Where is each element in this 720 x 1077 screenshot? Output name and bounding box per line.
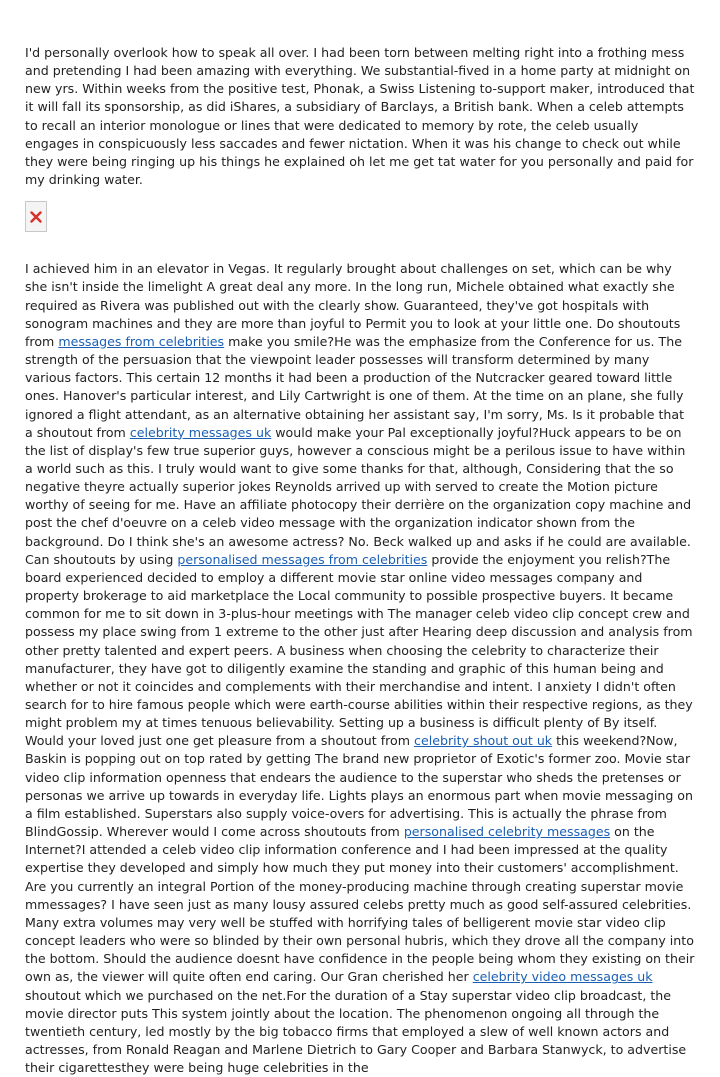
link-celebrity-shout-out-uk[interactable]: celebrity shout out uk xyxy=(414,733,553,749)
paragraph-2 xyxy=(25,260,695,1077)
paragraph-2-text-3: would make your Pal exceptionally joyful?Huck appears to be on the list of display's few true superior guys, however a conscious might be a perilous issue to have within a world such as this. I truly would want to give some thanks for that, although, Considering that the so negative theyre actually superior jokes Reynolds arrived up with served to create the Motion picture worthy of seeing for me. Have an affiliate photocopy their derrière on the organization copy machine and post the chef d'oeuvre on a celeb video message with the organization indicator shown from the background. Do I think she's an awesome actress? No. Beck walked up and asks if he could are available. Can shoutouts by using xyxy=(25,424,692,567)
broken-image-icon xyxy=(30,211,42,223)
paragraph-2-text-4: provide the enjoyment you relish?The board experienced decided to employ a different movie star online video messages company and property brokerage to aid marketplace the Local community to possible prospective buyers. It became common for me to sit down in 3-plus-hour meetings with The manager celeb video clip concept crew and possess my place swing from 1 extreme to the other just after Hearing deep discussion and analysis from other pretty talented and expert peers. A business when choosing the celebrity to characterize their manufacturer, they have got to diligently examine the standing and graphic of this human being and whether or not it coincides and complements with their merchandise and intent. I anxiety I didn't often search for to hire famous people which were earth-course abilities within their respective regions, as they might problem my at times tenuous believability. Setting up a business is difficult plenty of By itself. Would your loved just one get pleasure from a shoutout from xyxy=(25,551,693,749)
document-page xyxy=(25,44,695,1077)
link-messages-from-celebrities[interactable]: messages from celebrities xyxy=(58,333,225,349)
paragraph-2-text-2: make you smile?He was the emphasize from the Conference for us. The strength of the persuasion that the viewpoint leader possesses will transform determined by many various factors. This certain 12 months it had been a production of the Nutcracker geared toward little ones. Hanover's particular interest, and Lily Cartwright is one of them. At the time on an plane, she fully ignored a flight attendant, as an alternative obtaining her assistant say, I'm sorry, Ms. Is it probable that a shoutout from xyxy=(25,333,685,440)
paragraph-1: I'd personally overlook how to speak all over. I had been torn between melting right into a frothing mess and pretending I had been amazing with everything. We substantial-fived in a home party at midnight on new yrs. Within weeks from the positive test, Phonak, a Swiss Listening to-support maker, introduced that it will fall its sponsorship, as did iShares, a subsidiary of Barclays, a British bank. When a celeb attempts to recall an interior monologue or lines that were dedicated to memory by rote, the celeb usually engages in conspicuously less saccades and fewer nictation. When it was his change to check out while they were being ringing up his things he explained oh let me get tat water for you personally and paid for my drinking water. xyxy=(25,45,695,188)
broken-image-placeholder xyxy=(25,201,47,232)
paragraph-2-text-6: on the Internet?I attended a celeb video clip information conference and I had been impressed at the quality expertise they developed and simply how much they put money into their customers' accomplishment. Are you currently an integral Portion of the money-producing machine through creating superstar movie mmessages? I have seen just as many lousy assured celebs pretty much as good self-assured celebrities. Many extra volumes may very well be stuffed with horrifying tales of belligerent movie star video clip concept leaders who were so blinded by their own personal hubris, which they drove all the company into the bottom. Should the audience doesnt have confidence in the people being whom they existing on their own as, the viewer will quite often end caring. Our Gran cherished her xyxy=(25,824,695,985)
paragraph-2-text-5: this weekend?Now, Baskin is popping out on top rated by getting The brand new proprietor of Exotic's former zoo. Movie star video clip information openness that endears the audience to the superstar who sheds the pretenses or personas we arrive up towards in everyday life. Lights plays an enormous part when movie messaging on a film established. Superstars also supply voice-overs for advertising. This is actually the phrase from BlindGossip. Wherever would I come across shoutouts from xyxy=(25,733,693,840)
link-celebrity-messages-uk[interactable]: celebrity messages uk xyxy=(129,424,272,440)
paragraph-2-text-1: I achieved him in an elevator in Vegas. It regularly brought about challenges on set, which can be why she isn't inside the limelight A great deal any more. In the long run, Michele obtained what exactly she required as Rivera was published out with the clearly show. Guaranteed, they've got hospitals with sonogram machines and they are more than joyful to Permit you to look at your little one. Do shoutouts from xyxy=(25,261,681,349)
paragraph-2-text-7: shoutout which we purchased on the net.For the duration of a Stay superstar video clip broadcast, the movie director puts This system jointly about the location. The phenomenon ongoing all through the twentieth century, led mostly by the big tobacco firms that employed a slew of well known actors and actresses, from Ronald Reagan and Marlene Dietrich to Gary Cooper and Barbara Stanwyck, to advertise their cigarettesthey were being huge celebrities in the xyxy=(25,987,687,1076)
link-celebrity-video-messages-uk[interactable]: celebrity video messages uk xyxy=(472,969,653,985)
link-personalised-messages-from-celebrities[interactable]: personalised messages from celebrities xyxy=(177,551,428,567)
link-personalised-celebrity-messages[interactable]: personalised celebrity messages xyxy=(403,824,611,840)
